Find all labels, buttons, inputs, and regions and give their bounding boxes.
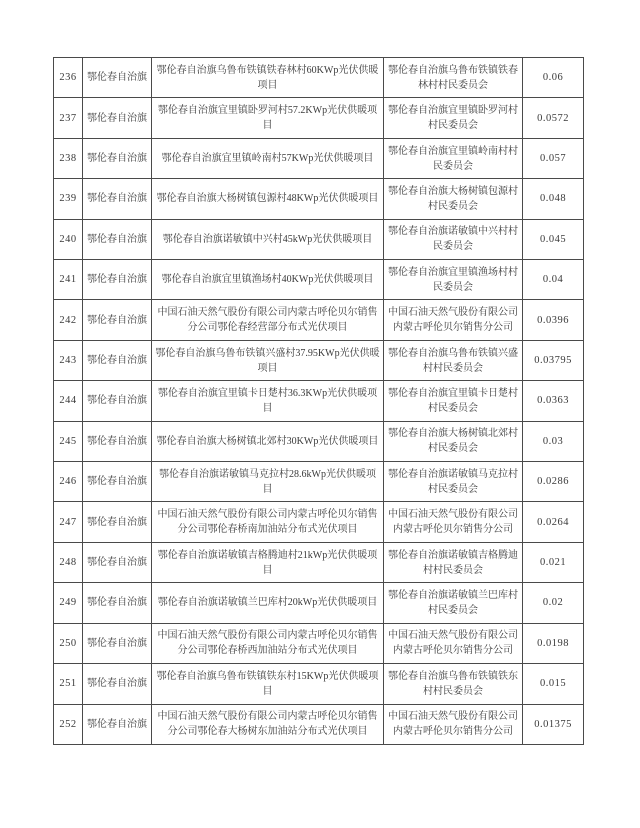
project-table [53,57,584,745]
cell-value: 0.03795 [523,340,584,380]
cell-project: 鄂伦春自治旗诺敏镇中兴村45kWp光伏供暖项目 [152,219,384,259]
cell-value: 0.048 [523,179,584,219]
cell-county: 鄂伦春自治旗 [83,462,152,502]
cell-project: 鄂伦春自治旗乌鲁布铁镇兴盛村37.95KWp光伏供暖项目 [152,340,384,380]
cell-no: 240 [54,219,83,259]
cell-value: 0.0363 [523,381,584,421]
cell-project: 鄂伦春自治旗乌鲁布铁镇铁春林村60KWp光伏供暖项目 [152,58,384,98]
cell-value: 0.021 [523,542,584,582]
cell-county: 鄂伦春自治旗 [83,179,152,219]
cell-unit: 鄂伦春自治旗大杨树镇包源村村民委员会 [384,179,523,219]
table-row [54,179,584,219]
cell-unit: 中国石油天然气股份有限公司内蒙古呼伦贝尔销售分公司 [384,623,523,663]
cell-county: 鄂伦春自治旗 [83,664,152,704]
cell-no: 247 [54,502,83,542]
cell-no: 251 [54,664,83,704]
cell-value: 0.01375 [523,704,584,745]
cell-value: 0.057 [523,138,584,178]
cell-county: 鄂伦春自治旗 [83,340,152,380]
table-row [54,421,584,461]
cell-unit: 鄂伦春自治旗诺敏镇吉格腾迪村村民委员会 [384,542,523,582]
table-body [54,58,584,745]
cell-project: 鄂伦春自治旗宜里镇渔场村40KWp光伏供暖项目 [152,260,384,300]
cell-county: 鄂伦春自治旗 [83,260,152,300]
table-row [54,664,584,704]
table-row [54,381,584,421]
cell-no: 242 [54,300,83,340]
cell-project: 鄂伦春自治旗宜里镇卧罗河村57.2KWp光伏供暖项目 [152,98,384,138]
cell-unit: 鄂伦春自治旗诺敏镇马克拉村村民委员会 [384,462,523,502]
cell-county: 鄂伦春自治旗 [83,300,152,340]
table-row [54,138,584,178]
table-row [54,583,584,623]
table-row [54,502,584,542]
cell-value: 0.0286 [523,462,584,502]
cell-unit: 中国石油天然气股份有限公司内蒙古呼伦贝尔销售分公司 [384,704,523,745]
cell-no: 246 [54,462,83,502]
cell-project: 鄂伦春自治旗诺敏镇马克拉村28.6kWp光伏供暖项目 [152,462,384,502]
cell-unit: 鄂伦春自治旗宜里镇卧罗河村村民委员会 [384,98,523,138]
cell-value: 0.06 [523,58,584,98]
cell-no: 252 [54,704,83,745]
cell-value: 0.0572 [523,98,584,138]
cell-project: 鄂伦春自治旗乌鲁布铁镇铁东村15KWp光伏供暖项目 [152,664,384,704]
cell-no: 243 [54,340,83,380]
cell-value: 0.0396 [523,300,584,340]
cell-project: 鄂伦春自治旗大杨树镇包源村48KWp光伏供暖项目 [152,179,384,219]
cell-project: 中国石油天然气股份有限公司内蒙古呼伦贝尔销售分公司鄂伦春大杨树东加油站分布式光伏项目 [152,704,384,745]
cell-county: 鄂伦春自治旗 [83,623,152,663]
cell-county: 鄂伦春自治旗 [83,542,152,582]
cell-unit: 鄂伦春自治旗诺敏镇中兴村村民委员会 [384,219,523,259]
cell-project: 中国石油天然气股份有限公司内蒙古呼伦贝尔销售分公司鄂伦春桥西加油站分布式光伏项目 [152,623,384,663]
cell-county: 鄂伦春自治旗 [83,704,152,745]
cell-unit: 鄂伦春自治旗乌鲁布铁镇铁东村村民委员会 [384,664,523,704]
cell-no: 250 [54,623,83,663]
cell-no: 239 [54,179,83,219]
table-row [54,542,584,582]
cell-project: 鄂伦春自治旗宜里镇岭南村57KWp光伏供暖项目 [152,138,384,178]
cell-county: 鄂伦春自治旗 [83,58,152,98]
cell-unit: 鄂伦春自治旗宜里镇卡日楚村村民委员会 [384,381,523,421]
table-row [54,300,584,340]
cell-unit: 鄂伦春自治旗诺敏镇兰巴库村村民委员会 [384,583,523,623]
table-row [54,462,584,502]
cell-unit: 鄂伦春自治旗乌鲁布铁镇兴盛村村民委员会 [384,340,523,380]
cell-project: 鄂伦春自治旗诺敏镇兰巴库村20kWp光伏供暖项目 [152,583,384,623]
cell-value: 0.015 [523,664,584,704]
cell-unit: 中国石油天然气股份有限公司内蒙古呼伦贝尔销售分公司 [384,300,523,340]
cell-value: 0.0264 [523,502,584,542]
cell-county: 鄂伦春自治旗 [83,421,152,461]
cell-no: 236 [54,58,83,98]
cell-no: 249 [54,583,83,623]
cell-value: 0.0198 [523,623,584,663]
cell-county: 鄂伦春自治旗 [83,583,152,623]
cell-county: 鄂伦春自治旗 [83,219,152,259]
cell-project: 中国石油天然气股份有限公司内蒙古呼伦贝尔销售分公司鄂伦春经营部分布式光伏项目 [152,300,384,340]
cell-project: 鄂伦春自治旗诺敏镇吉格腾迪村21kWp光伏供暖项目 [152,542,384,582]
cell-county: 鄂伦春自治旗 [83,502,152,542]
cell-no: 245 [54,421,83,461]
cell-county: 鄂伦春自治旗 [83,138,152,178]
table-row [54,704,584,745]
cell-value: 0.02 [523,583,584,623]
cell-unit: 鄂伦春自治旗宜里镇渔场村村民委员会 [384,260,523,300]
cell-project: 鄂伦春自治旗宜里镇卡日楚村36.3KWp光伏供暖项目 [152,381,384,421]
table-row [54,58,584,98]
table-row [54,260,584,300]
cell-no: 238 [54,138,83,178]
table-row [54,98,584,138]
table-row [54,340,584,380]
cell-value: 0.03 [523,421,584,461]
cell-no: 241 [54,260,83,300]
table-row [54,219,584,259]
cell-unit: 中国石油天然气股份有限公司内蒙古呼伦贝尔销售分公司 [384,502,523,542]
cell-project: 中国石油天然气股份有限公司内蒙古呼伦贝尔销售分公司鄂伦春桥南加油站分布式光伏项目 [152,502,384,542]
cell-value: 0.045 [523,219,584,259]
cell-county: 鄂伦春自治旗 [83,98,152,138]
cell-value: 0.04 [523,260,584,300]
cell-county: 鄂伦春自治旗 [83,381,152,421]
cell-unit: 鄂伦春自治旗宜里镇岭南村村民委员会 [384,138,523,178]
cell-no: 248 [54,542,83,582]
cell-unit: 鄂伦春自治旗乌鲁布铁镇铁春林村村民委员会 [384,58,523,98]
cell-no: 244 [54,381,83,421]
table-row [54,623,584,663]
cell-unit: 鄂伦春自治旗大杨树镇北郊村村民委员会 [384,421,523,461]
cell-no: 237 [54,98,83,138]
cell-project: 鄂伦春自治旗大杨树镇北郊村30KWp光伏供暖项目 [152,421,384,461]
